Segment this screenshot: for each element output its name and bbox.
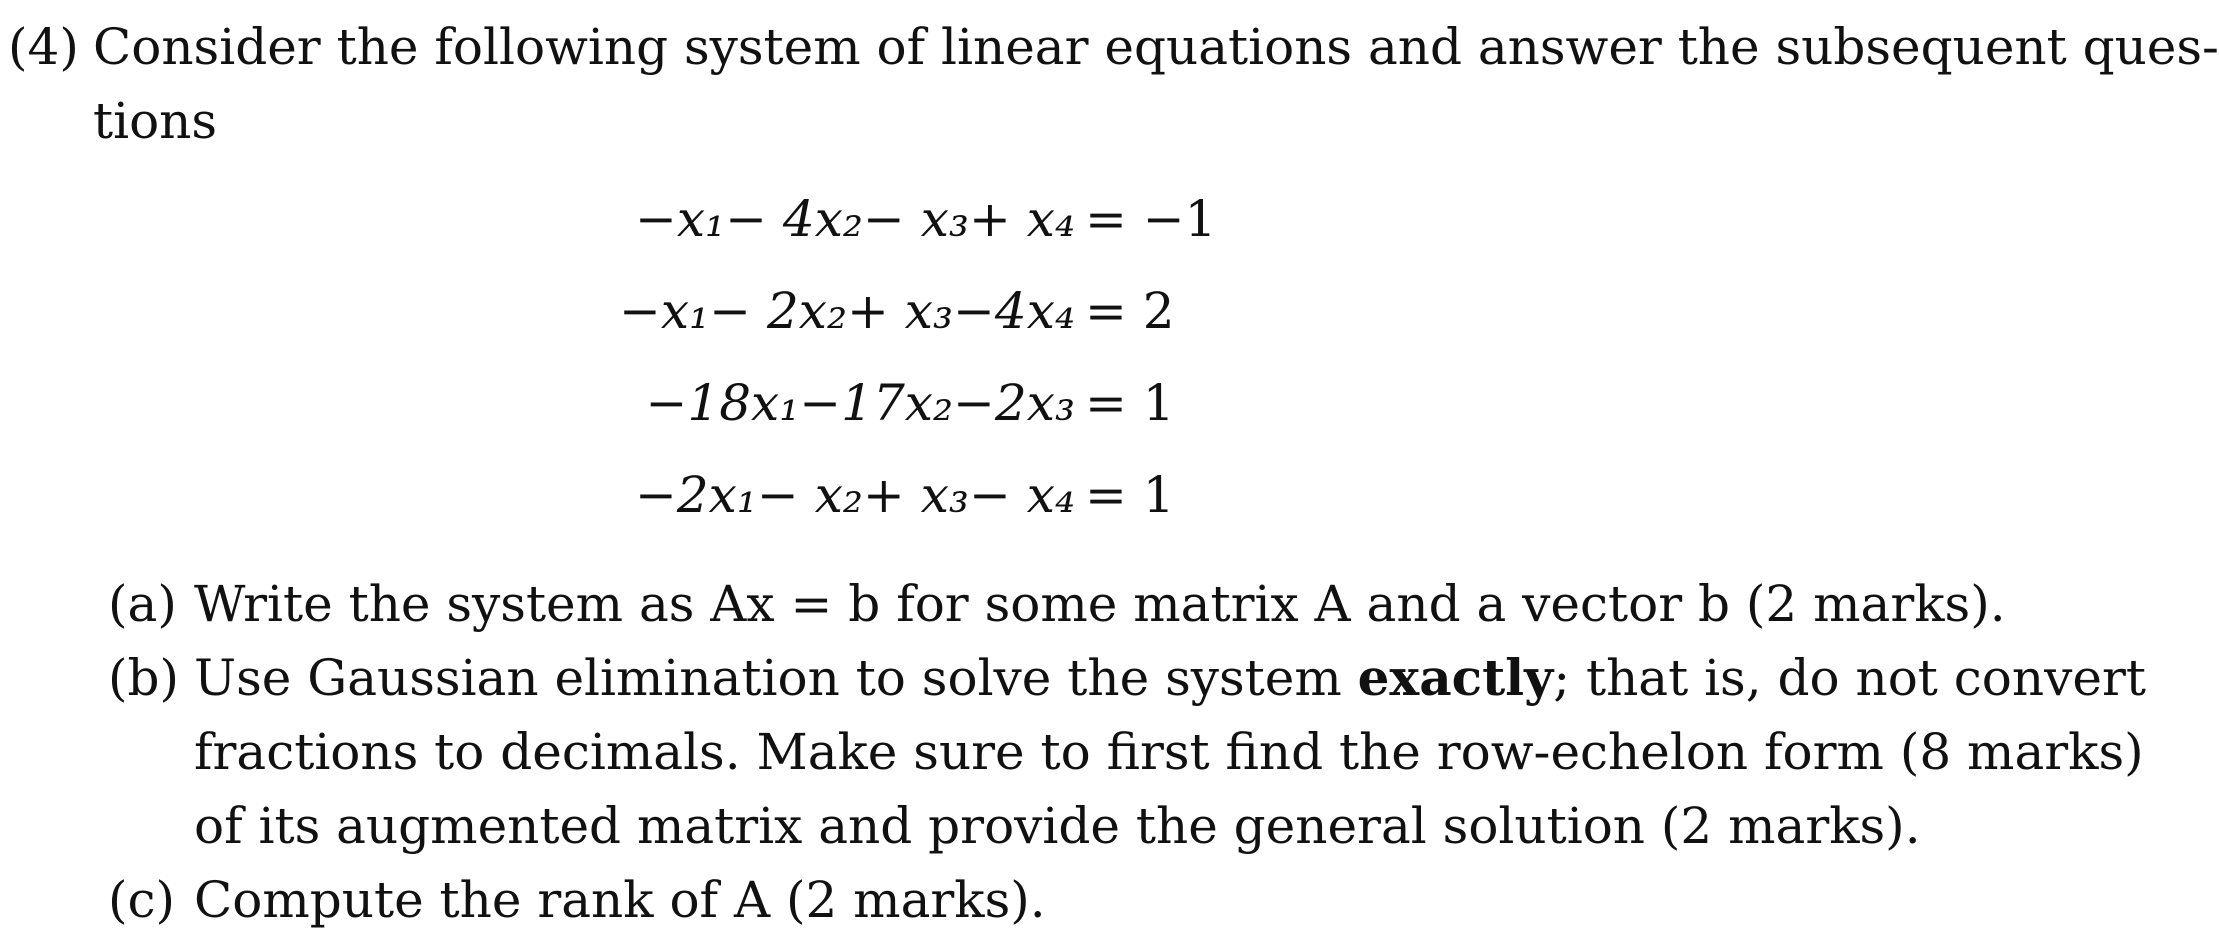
equation-row [570, 374, 1330, 466]
equation-lhs: −18x₁−17x₂−2x₃ [645, 374, 1075, 432]
equation-row [570, 282, 1330, 374]
equation-lhs: −x₁− 2x₂+ x₃−4x₄ [619, 282, 1075, 340]
question-intro-line-1: Consider the following system of linear equations and answer the subsequent ques- [93, 18, 2219, 76]
equation-rhs: = 1 [1085, 466, 1175, 524]
part-line: fractions to decimals. Make sure to first find the row-echelon form (8 marks) [194, 723, 2144, 781]
part-line: of its augmented matrix and provide the general solution (2 marks). [194, 797, 1921, 855]
part-a [108, 567, 2006, 641]
part-body [194, 863, 1984, 937]
equation-row [570, 466, 1330, 558]
part-text: Use Gaussian elimination to solve the system [194, 649, 1358, 707]
emphasis-exactly: exactly [1357, 648, 1554, 707]
equation-lhs: −2x₁− x₂+ x₃− x₄ [634, 466, 1075, 524]
part-line: Write the system as Ax = b for some matrix A and a vector b (2 marks). [194, 575, 2006, 633]
equation-rhs: = 2 [1085, 282, 1175, 340]
part-label: (b) [108, 649, 180, 707]
equation-rhs: = 1 [1085, 374, 1175, 432]
equation-row [570, 190, 1330, 282]
equation-system [570, 190, 1330, 558]
question-number: (4) [8, 18, 79, 76]
part-b [108, 641, 2146, 863]
question-intro-line-2: tions [93, 92, 218, 150]
part-label: (a) [108, 575, 177, 633]
part-body [194, 567, 2006, 641]
part-text: ; that is, do not convert [1553, 649, 2146, 707]
equation-rhs: = −1 [1085, 190, 1217, 248]
part-line: Compute the rank of A (2 marks). [194, 871, 1046, 929]
equation-lhs: −x₁− 4x₂− x₃+ x₄ [634, 190, 1075, 248]
part-c [108, 863, 1988, 937]
part-label: (c) [108, 871, 176, 929]
part-body [194, 641, 2146, 863]
sub-questions [108, 567, 2146, 937]
part-line [194, 641, 2146, 715]
